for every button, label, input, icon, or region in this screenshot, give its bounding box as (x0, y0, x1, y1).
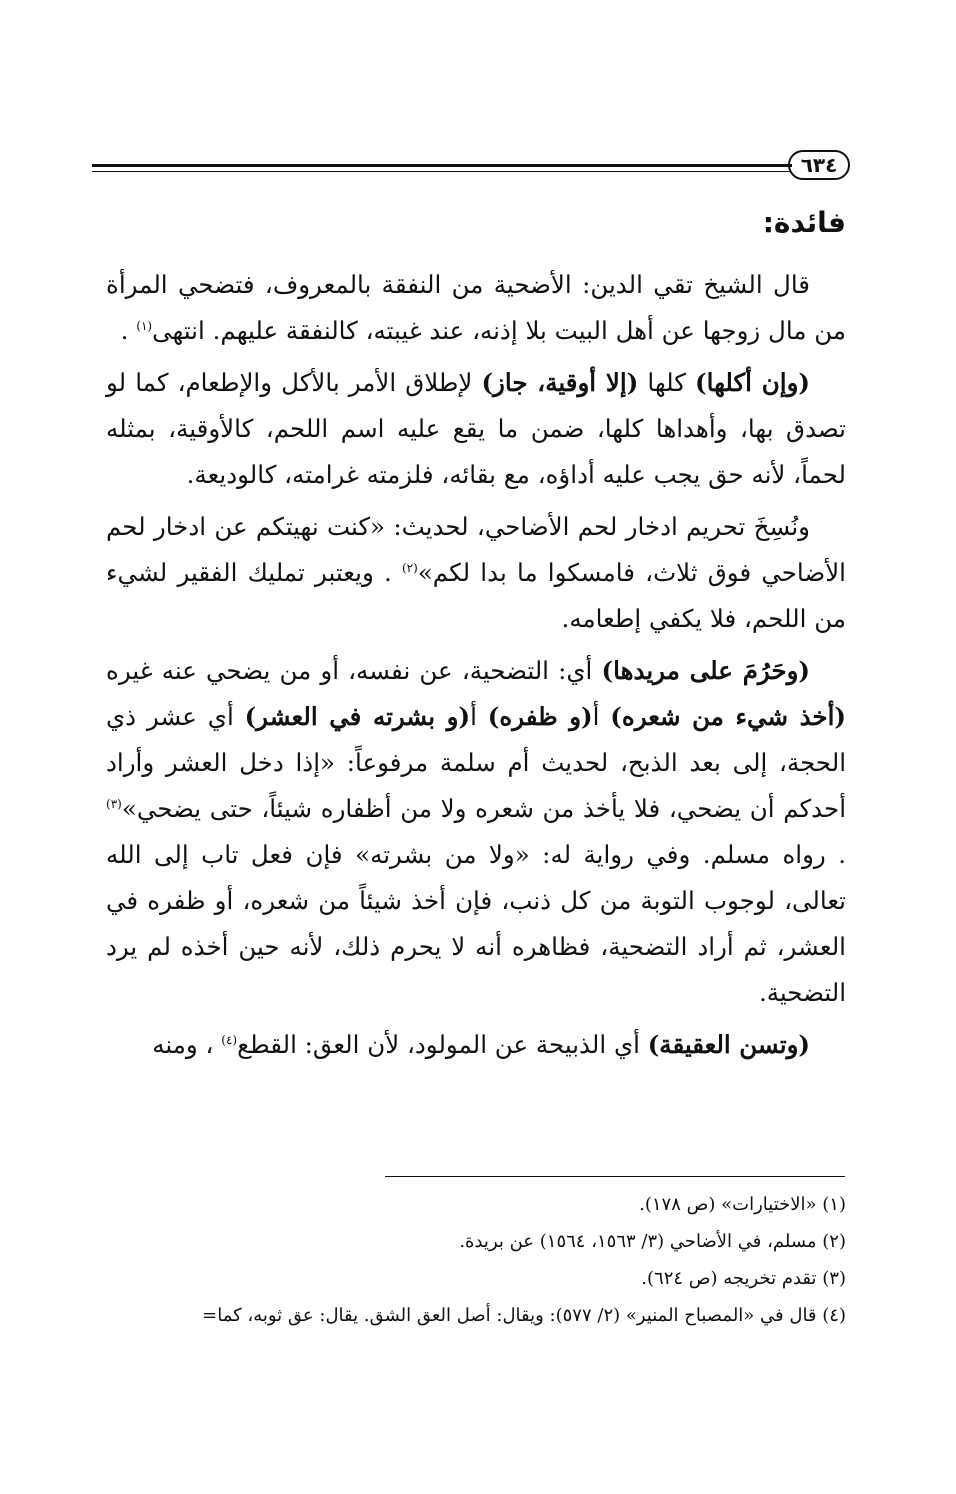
main-text (106, 262, 846, 1074)
matn-quote: (إلا أوقية، جاز) (481, 368, 639, 397)
paragraph-text: . رواه مسلم. وفي رواية له: «ولا من بشرته» فإن فعل تاب إلى الله تعالى، لوجوب التوبة من كل ذنب، فإن أخذ شيئاً من شعره، أو ظفره في العشر، ثم أراد التضحية، فظاهره أنه لا يحرم ذلك، لأنه حين أخذه لم يرد التضحية. (106, 840, 846, 1007)
footnote-separator (385, 1176, 845, 1177)
footnote-2: (٢) مسلم، في الأضاحي (٣/ ١٥٦٣، ١٥٦٤) عن بريدة. (459, 1231, 846, 1252)
footnote-ref-4: (٤) (221, 1032, 238, 1047)
paragraph-text: ، ومنه (152, 1030, 222, 1059)
matn-quote: (و ظفره) (487, 702, 593, 731)
paragraph-4 (106, 648, 846, 1016)
matn-quote: (وحَرُمَ على مريدها) (601, 656, 810, 685)
header-rule (92, 164, 792, 167)
paragraph-1 (106, 262, 846, 354)
paragraph-2 (106, 360, 846, 498)
matn-quote: (و بشرته في العشر) (244, 702, 471, 731)
paragraph-text: أي: التضحية، عن نفسه، أو من يضحي عنه غيره (106, 656, 602, 685)
matn-quote: (أخذ شيء من شعره) (610, 702, 846, 731)
page-number: ٦٣٤ (788, 150, 850, 180)
paragraph-text: لإطلاق الأمر بالأكل والإطعام، كما لو تصدق بها، وأهداها كلها، ضمن ما يقع عليه اسم اللحم، كالأوقية، بمثله لحماً، لأنه حق يجب عليه أداؤه، مع بقائه، فلزمته غرامته، كالوديعة. (106, 368, 846, 489)
paragraph-3 (106, 504, 846, 642)
footnote-ref-1: (١) (136, 318, 153, 333)
paragraph-text: . (120, 316, 137, 345)
matn-quote: (وتسن العقيقة) (647, 1030, 810, 1059)
footnote-ref-3: (٣) (106, 796, 122, 811)
paragraph-text: . ويعتبر تمليك الفقير لشيء من اللحم، فلا يكفي إطعامه. (106, 558, 846, 633)
footnote-4: (٤) قال في «المصباح المنير» (٢/ ٥٧٧): ويقال: أصل العق الشق. يقال: عق ثوبه، كما= (202, 1305, 846, 1326)
paragraph-text: أ (592, 702, 611, 731)
section-heading: فائدة: (762, 206, 846, 239)
matn-quote: (وإن أكلها) (695, 368, 811, 397)
footnote-1: (١) «الاختيارات» (ص ١٧٨). (639, 1194, 846, 1215)
paragraph-5 (106, 1022, 846, 1068)
paragraph-text: قال الشيخ تقي الدين: الأضحية من النفقة بالمعروف، فتضحي المرأة من مال زوجها عن أهل البيت بلا إذنه، عند غيبته، كالنفقة عليهم. انتهى (106, 270, 846, 345)
footnote-ref-2: (٢) (401, 560, 418, 575)
paragraph-text: أي الذبيحة عن المولود، لأن العق: القطع (237, 1030, 648, 1059)
footnote-3: (٣) تقدم تخريجه (ص ٦٢٤). (641, 1268, 846, 1289)
page-header (92, 148, 850, 188)
paragraph-text: أ (470, 702, 488, 731)
paragraph-text: ونُسِخَ تحريم ادخار لحم الأضاحي، لحديث: «كنت نهيتكم عن ادخار لحم الأضاحي فوق ثلاث، فامسكوا ما بدا لكم» (106, 512, 846, 587)
paragraph-text: كلها (638, 368, 696, 397)
header-rule-thin (92, 171, 792, 172)
footnotes (106, 1186, 846, 1334)
paragraph-text: أي عشر ذي الحجة، إلى بعد الذبح، لحديث أم سلمة مرفوعاً: «إذا دخل العشر وأراد أحدكم أن يضحي، فلا يأخذ من شعره ولا من أظفاره شيئاً، حتى يضحي» (106, 702, 846, 823)
